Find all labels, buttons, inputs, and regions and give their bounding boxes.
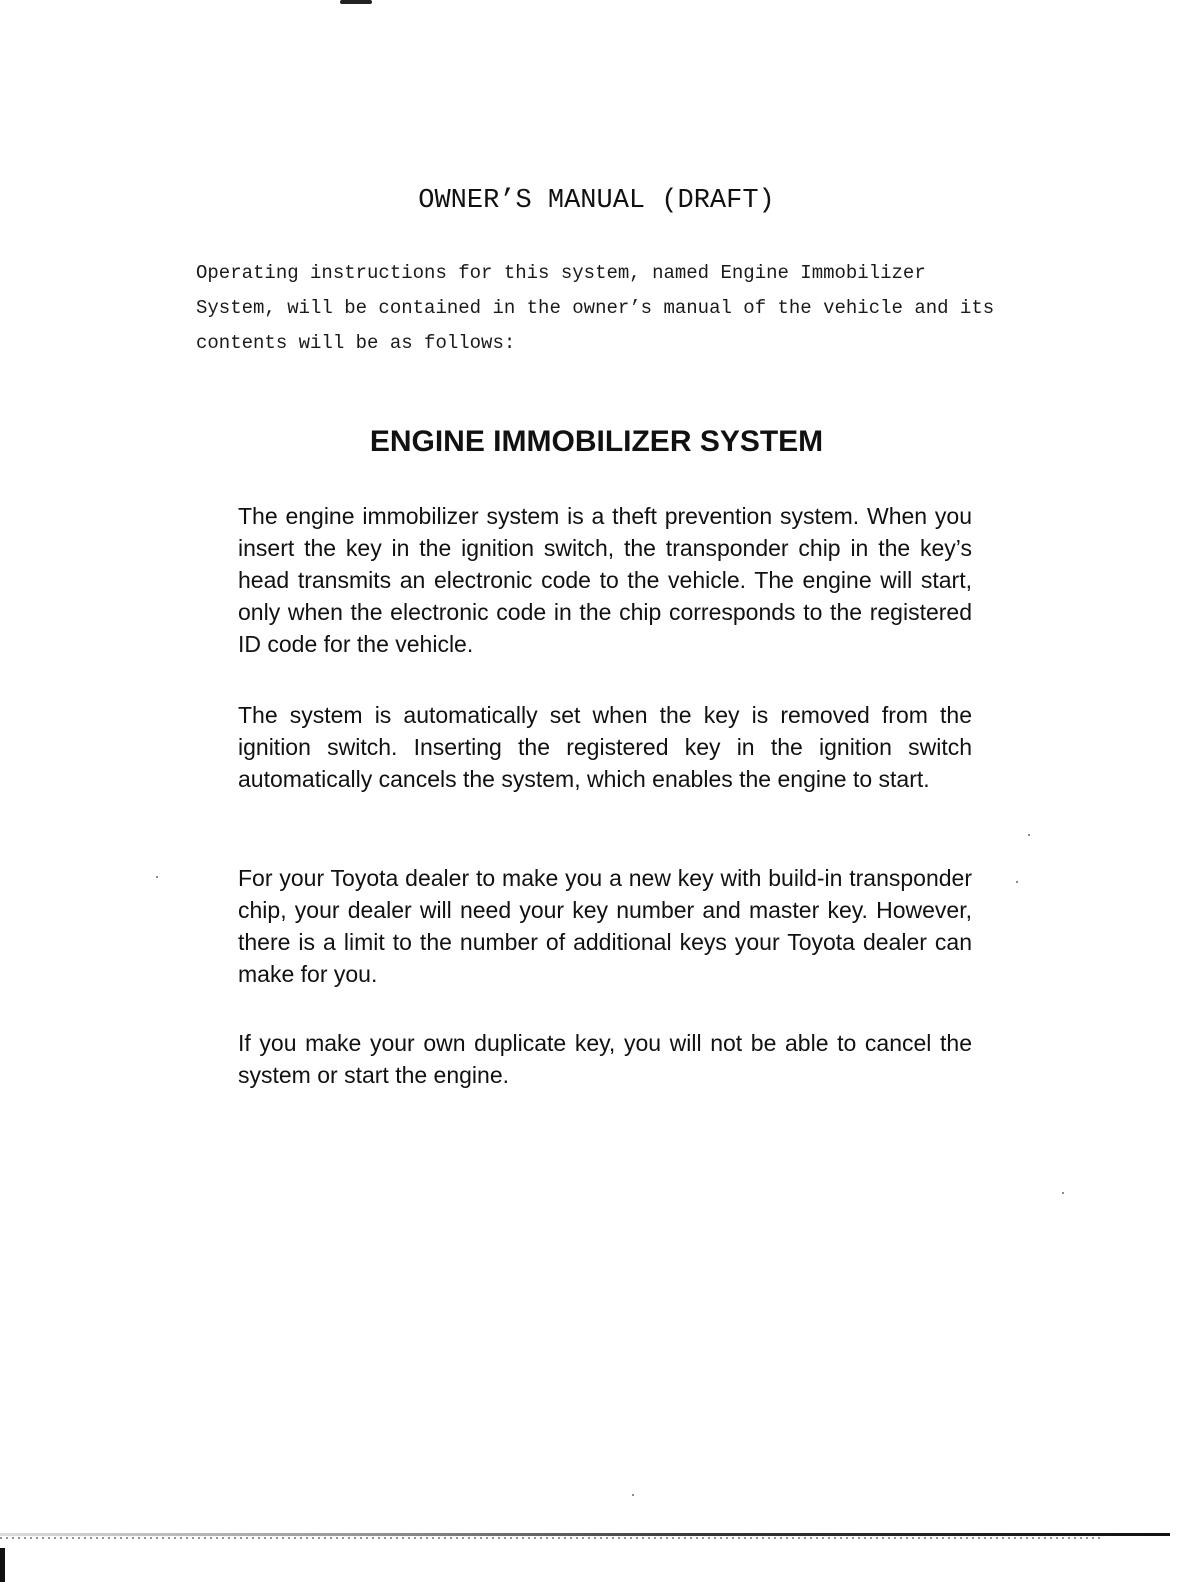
paragraph-theft-prevention: The engine immobilizer system is a theft prevention system. When you insert the key in the ignition switch, the transponder chip in the key’s head transmits an electronic code to the vehicle. The engine will start, only when the electronic code in the chip corresponds to the registered ID code for the vehicle.	[238, 503, 972, 657]
scan-speck	[1016, 881, 1018, 883]
bottom-scan-dots	[0, 1537, 1100, 1539]
scan-speck	[1028, 834, 1030, 836]
scan-speck	[632, 1494, 634, 1496]
intro-paragraph: Operating instructions for this system, named Engine Immobilizer System, will be contained in the owner’s manual of the vehicle and its contents will be as follows:	[196, 262, 995, 354]
bottom-scan-line	[0, 1533, 1170, 1536]
paragraph-automatic-set: The system is automatically set when the key is removed from the ignition switch. Inserting the registered key in the ignition switch automatically cancels the system, which enables the engine to start.	[238, 702, 972, 792]
scan-mark	[340, 0, 372, 4]
paragraph-duplicate-key: If you make your own duplicate key, you will not be able to cancel the system or start the engine.	[238, 1030, 972, 1088]
scan-speck	[1062, 1192, 1064, 1194]
document-title: OWNER’S MANUAL (DRAFT)	[418, 186, 775, 216]
section-heading: ENGINE IMMOBILIZER SYSTEM	[369, 425, 824, 458]
paragraph-new-key: For your Toyota dealer to make you a new key with build-in transponder chip, your dealer will need your key number and master key. However, there is a limit to the number of additional keys your Toyota dealer can make for you.	[238, 865, 972, 987]
scan-speck	[156, 876, 158, 878]
corner-scan-mark	[0, 1548, 5, 1582]
